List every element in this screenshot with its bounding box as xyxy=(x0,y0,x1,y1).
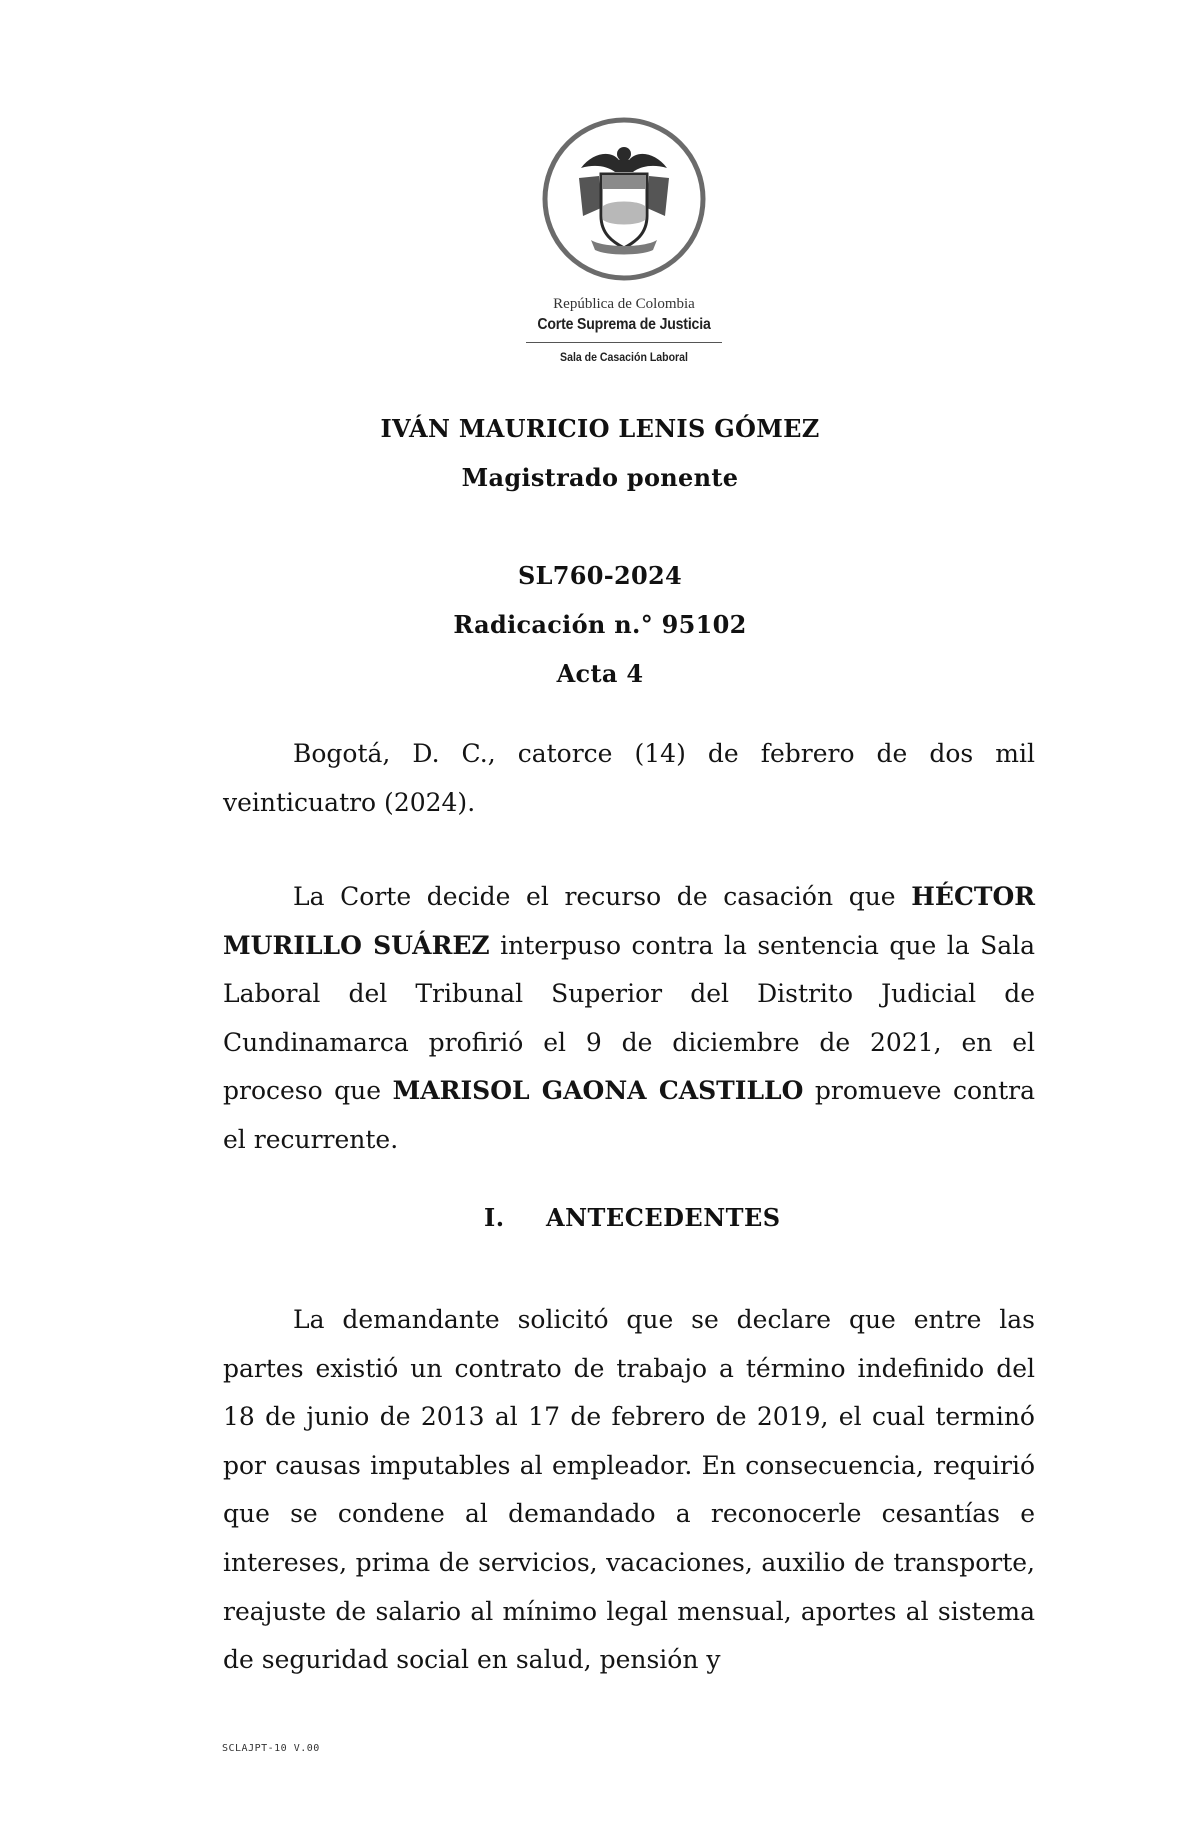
section-number: I. xyxy=(484,1203,505,1232)
intro-text-1: La Corte decide el recurso de casación que xyxy=(293,882,912,911)
radicacion-number: Radicación n.° 95102 xyxy=(453,610,747,639)
section-heading xyxy=(484,1203,781,1232)
section-title: ANTECEDENTES xyxy=(546,1203,781,1232)
sentence-id: SL760-2024 xyxy=(517,561,683,590)
footer-form-code: SCLAJPT-10 V.00 xyxy=(222,1743,320,1754)
magistrate-name: IVÁN MAURICIO LENIS GÓMEZ xyxy=(380,414,820,443)
republic-label: República de Colombia xyxy=(553,296,695,312)
header-divider xyxy=(526,342,722,343)
institution-header xyxy=(500,294,748,365)
intro-text-3: promueve contra el recurrente. xyxy=(223,1076,1036,1154)
intro-paragraph xyxy=(223,873,1035,1165)
appellant-name: HÉCTOR MURILLO SUÁREZ xyxy=(223,882,1035,960)
date-paragraph xyxy=(223,730,1035,827)
chamber-name: Sala de Casación Laboral xyxy=(560,350,688,364)
antecedentes-paragraph xyxy=(223,1296,1035,1685)
intro-text-2: interpuso contra la sentencia que la Sala Laboral del Tribunal Superior del Distrito Judicial de Cundinamarca profirió el 9 de diciembre de 2021, en el proceso que xyxy=(223,930,1035,1106)
plaintiff-name: MARISOL GAONA CASTILLO xyxy=(392,1076,804,1106)
acta-number: Acta 4 xyxy=(556,659,644,688)
court-name: Corte Suprema de Justicia xyxy=(537,316,711,333)
date-text: Bogotá, D. C., catorce (14) de febrero de dos mil veinticuatro (2024). xyxy=(223,739,1035,817)
antecedentes-text: La demandante solicitó que se declare que entre las partes existió un contrato de trabajo a término indefinido del 18 de junio de 2013 al 17 de febrero de 2019, el cual terminó por causas imputables al empleador. En consecuencia, requirió que se condene al demandado a reconocerle cesantías e intereses, prima de servicios, vacaciones, auxilio de transporte, reajuste de salario al mínimo legal mensual, aportes al sistema de seguridad social en salud, pensión y xyxy=(223,1305,1035,1675)
court-seal-emblem xyxy=(541,116,707,282)
magistrate-role: Magistrado ponente xyxy=(461,463,739,492)
